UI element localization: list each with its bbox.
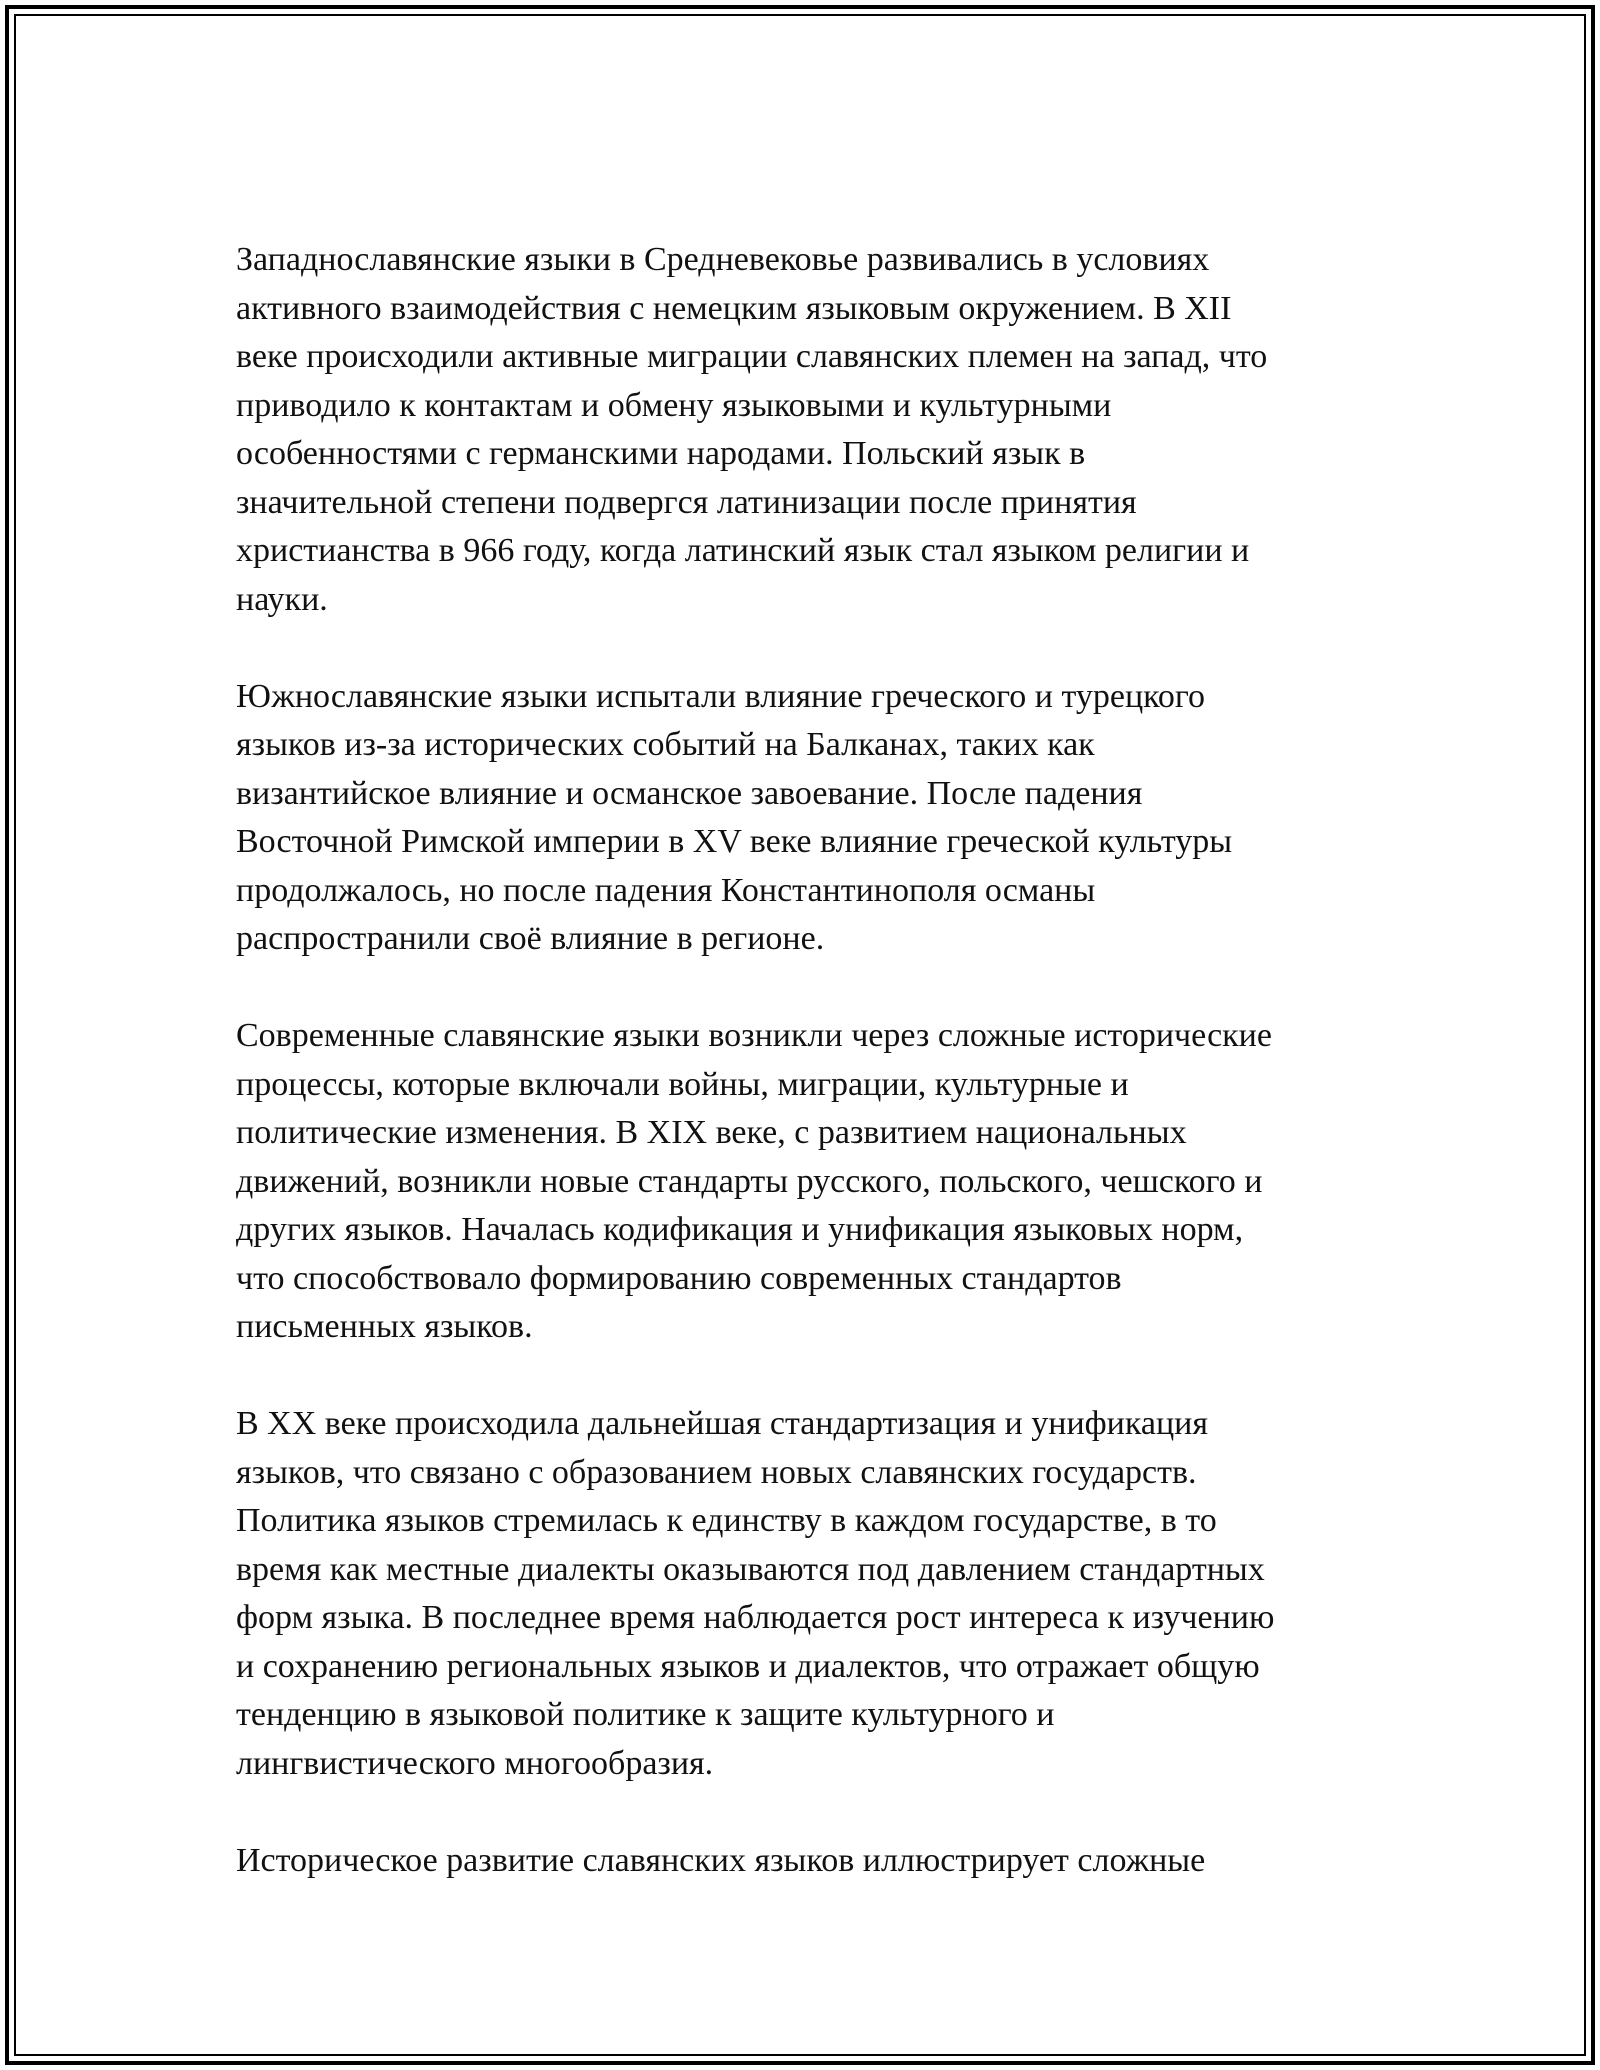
paragraph-4 [236, 1400, 1368, 1788]
text-line: распространили своё влияние в регионе. [236, 920, 825, 957]
paragraph-2 [236, 673, 1368, 964]
text-line: время как местные диалекты оказываются под давлением стандартных [236, 1550, 1265, 1588]
text-line: христианства в 966 году, когда латинский язык стал языком религии и [236, 532, 1250, 569]
text-line: языков из-за исторических событий на Балканах, таких как [236, 726, 1095, 763]
text-line: Восточной Римской империи в XV веке влияние греческой культуры [236, 823, 1233, 860]
text-line: активного взаимодействия с немецким языковым окружением. В XII [236, 289, 1232, 327]
text-line: движений, возникли новые стандарты русского, польского, чешского и [236, 1162, 1263, 1200]
text-line: лингвистического многообразия. [236, 1744, 714, 1782]
text-line: веке происходили активные миграции славянских племен на запад, что [236, 338, 1268, 375]
document-body [236, 236, 1368, 1885]
text-line: форм языка. В последнее время наблюдается рост интереса к изучению [236, 1599, 1275, 1636]
text-line: византийское влияние и османское завоевание. После падения [236, 774, 1143, 812]
text-line: особенностями с германскими народами. Польский язык в [236, 435, 1086, 472]
paragraph-1 [236, 236, 1368, 624]
text-line: Политика языков стремилась к единству в каждом государстве, в то [236, 1502, 1217, 1539]
text-line: Южнославянские языки испытали влияние греческого и турецкого [236, 677, 1206, 715]
text-line: Современные славянские языки возникли через сложные исторические [236, 1017, 1272, 1054]
text-line: что способствовало формированию современных стандартов [236, 1259, 1122, 1297]
text-line: и сохранению региональных языков и диалектов, что отражает общую [236, 1647, 1260, 1685]
paragraph-5 [236, 1837, 1368, 1886]
text-line: приводило к контактам и обмену языковыми и культурными [236, 386, 1112, 424]
text-line: науки. [236, 580, 328, 618]
text-line: В XX веке происходила дальнейшая стандартизация и унификация [236, 1405, 1208, 1442]
text-line: Историческое развитие славянских языков иллюстрирует сложные [236, 1841, 1206, 1879]
text-line: значительной степени подвергся латинизации после принятия [236, 483, 1137, 521]
text-line: других языков. Началась кодификация и унификация языковых норм, [236, 1211, 1244, 1248]
text-line: тенденцию в языковой политике к защите культурного и [236, 1696, 1055, 1733]
text-line: языков, что связано с образованием новых славянских государств. [236, 1453, 1197, 1491]
text-line: политические изменения. В XIX веке, с развитием национальных [236, 1114, 1187, 1151]
text-line: процессы, которые включали войны, миграции, культурные и [236, 1065, 1129, 1103]
text-line: письменных языков. [236, 1308, 533, 1345]
text-line: продолжалось, но после падения Константинополя османы [236, 871, 1096, 909]
text-line: Западнославянские языки в Средневековье развивались в условиях [236, 241, 1210, 278]
paragraph-3 [236, 1012, 1368, 1352]
